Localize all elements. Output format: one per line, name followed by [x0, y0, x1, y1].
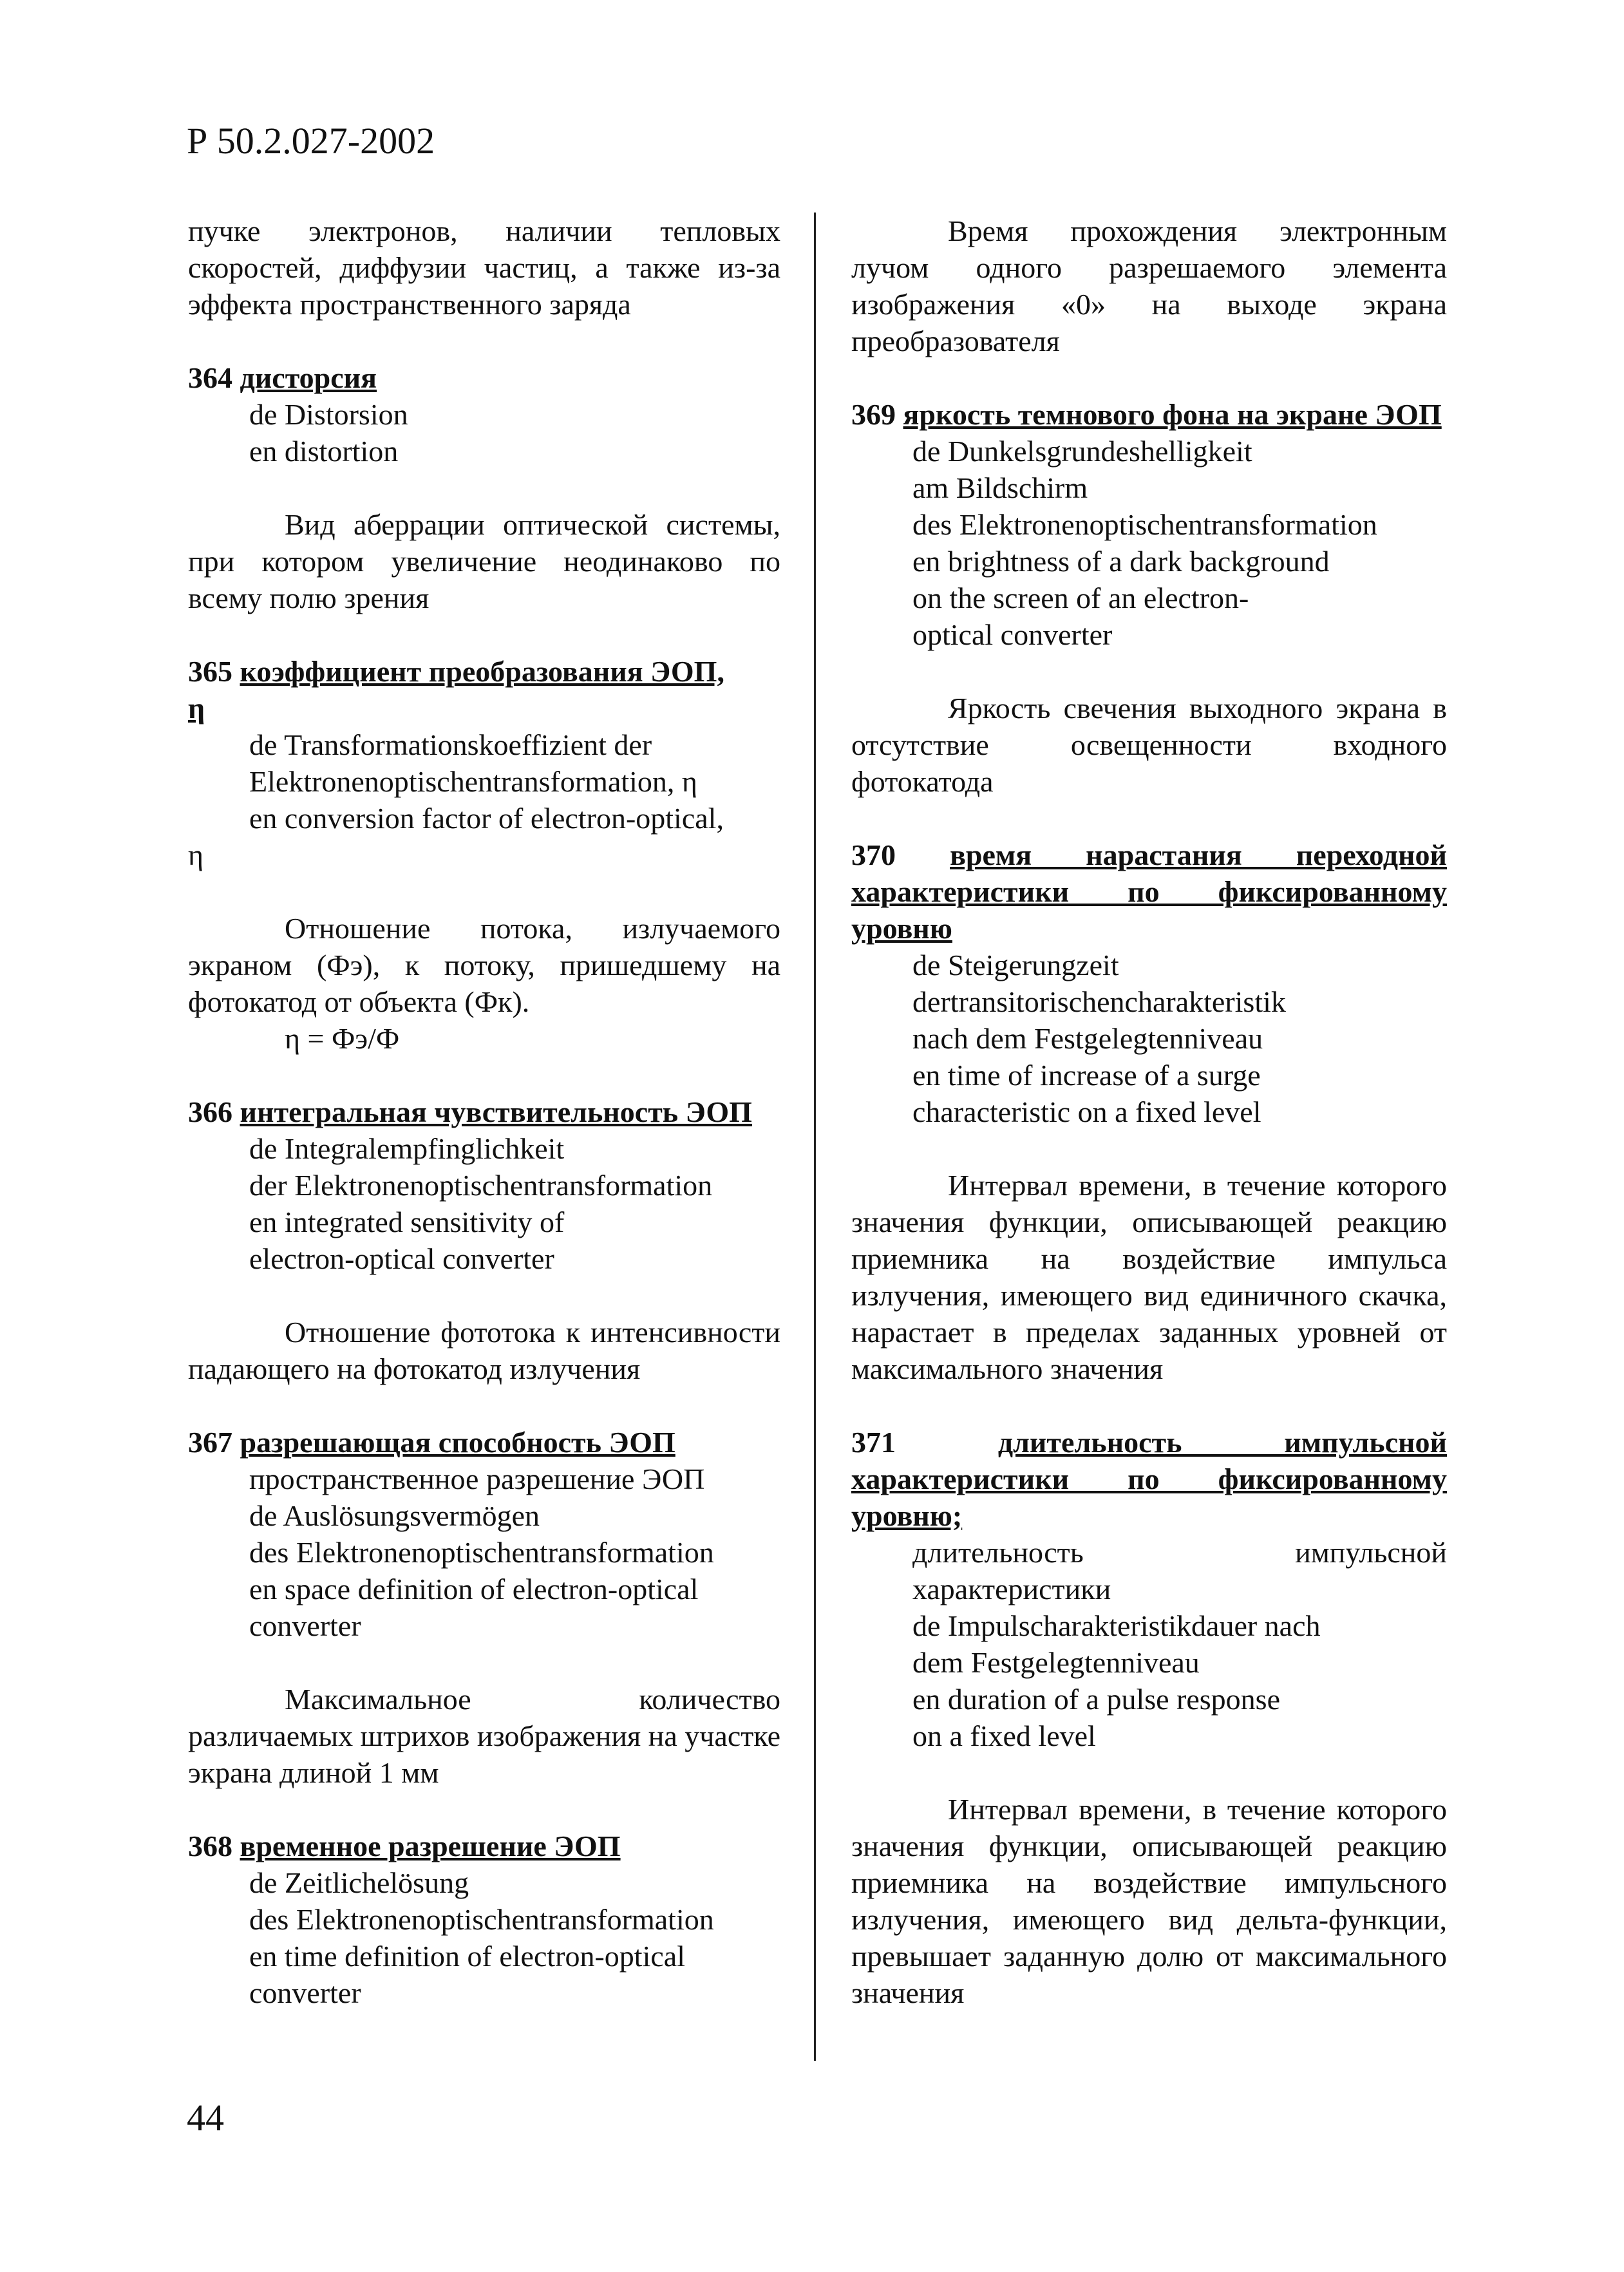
english-equivalent-cont: on a fixed level	[912, 1719, 1096, 1752]
german-equivalent: de Distorsion	[249, 398, 408, 431]
left-column	[188, 213, 780, 2048]
entry-term: яркость темнового фона на экране ЭОП	[903, 398, 1442, 431]
entry-heading	[851, 396, 1447, 433]
entry-definition: Максимальное количество различаемых штрихов изображения на участке экрана длиной 1 мм	[188, 1683, 780, 1789]
entry-definition: Интервал времени, в течение которого значения функции, описывающей реакцию приемника на воздействие импульса излучения, имеющего вид единичного скачка, нарастает в пределах заданных уровней от максимального значения	[851, 1169, 1447, 1385]
synonym-term: пространственное разрешение ЭОП	[249, 1463, 705, 1495]
english-equivalent: en integrated sensitivity of	[249, 1206, 565, 1238]
entry-number: 371	[851, 1426, 896, 1459]
term-entry-365	[188, 653, 780, 1057]
entry-term: временное разрешение ЭОП	[240, 1830, 621, 1862]
entry-heading	[188, 1424, 780, 1461]
synonym-term: длительность импульсной характеристики	[912, 1536, 1447, 1605]
english-equivalent: en time definition of electron-optical	[249, 1940, 685, 1973]
column-divider	[814, 213, 816, 2061]
term-entry-371	[851, 1424, 1447, 2011]
english-equivalent: en space definition of electron-optical	[249, 1573, 699, 1605]
german-equivalent-cont: der Elektronenoptischentransformation	[249, 1169, 713, 1202]
continuation-text: пучке электронов, наличии тепловых скоростей, диффузии частиц, а также из-за эффекта пространственного заряда	[188, 214, 780, 321]
entry-definition: Интервал времени, в течение которого значения функции, описывающей реакцию приемника на воздействие импульсного излучения, имеющего вид дельта-функции, превышает заданную долю от максимального значения	[851, 1793, 1447, 2009]
entry-term: время нарастания переходной характеристики по фиксированному уровню	[851, 838, 1447, 945]
entry-number: 367	[188, 1426, 232, 1459]
entry-number: 366	[188, 1095, 232, 1128]
german-equivalent: de Transformationskoeffizient der	[249, 728, 652, 761]
english-equivalent-cont: converter	[249, 1976, 361, 2009]
entry-heading	[188, 1828, 780, 1864]
term-entry-369	[851, 396, 1447, 800]
entry-heading	[188, 359, 780, 396]
english-equivalent-cont: converter	[249, 1609, 361, 1642]
entry-term: дисторсия	[240, 361, 377, 394]
term-entry-368	[188, 1828, 780, 2011]
term-entry-366	[188, 1093, 780, 1387]
german-equivalent-cont: am Bildschirm	[912, 471, 1088, 504]
german-equivalent: de Steigerungzeit	[912, 949, 1119, 981]
entry-term: разрешающая способность ЭОП	[240, 1426, 675, 1459]
english-equivalent: en duration of a pulse response	[912, 1683, 1281, 1716]
entry-number: 370	[851, 838, 896, 871]
english-symbol: η	[188, 838, 204, 871]
german-equivalent-cont: Elektronenoptischentransformation, η	[249, 765, 697, 798]
english-equivalent-cont: optical converter	[912, 618, 1113, 651]
entry-heading	[851, 837, 1447, 947]
english-equivalent: en brightness of a dark background	[912, 545, 1330, 578]
document-code-header: Р 50.2.027-2002	[187, 120, 435, 162]
entry-heading	[188, 1093, 780, 1130]
english-equivalent: en time of increase of a surge	[912, 1059, 1261, 1092]
entry-definition: Время прохождения электронным лучом одного разрешаемого элемента изображения «0» на выходе экрана преобразователя	[851, 214, 1447, 357]
entry-definition: Отношение фототока к интенсивности падающего на фотокатод излучения	[188, 1316, 780, 1385]
german-equivalent-cont: des Elektronenoptischentransformation	[249, 1903, 714, 1936]
entry-heading	[851, 1424, 1447, 1534]
term-entry-364	[188, 359, 780, 616]
term-entry-368-definition	[851, 213, 1447, 359]
entry-definition: Яркость свечения выходного экрана в отсутствие освещенности входного фотокатода	[851, 692, 1447, 798]
english-equivalent: en distortion	[249, 435, 399, 468]
entry-term: интегральная чувствительность ЭОП	[240, 1095, 752, 1128]
entry-heading	[188, 653, 780, 690]
english-equivalent-cont: on the screen of an electron-	[912, 582, 1249, 614]
german-equivalent-cont: des Elektronenoptischentransformation	[249, 1536, 714, 1569]
entry-number: 368	[188, 1830, 232, 1862]
german-equivalent: de Auslösungsvermögen	[249, 1499, 540, 1532]
german-equivalent-cont: dem Festgelegtenniveau	[912, 1646, 1200, 1679]
page-number: 44	[187, 2097, 224, 2139]
right-column	[851, 213, 1447, 2048]
german-equivalent: de Impulscharakteristikdauer nach	[912, 1609, 1321, 1642]
german-equivalent: de Zeitlichelösung	[249, 1866, 469, 1899]
term-entry-367	[188, 1424, 780, 1791]
english-equivalent-cont: characteristic on a fixed level	[912, 1095, 1261, 1128]
term-entry-370	[851, 837, 1447, 1387]
english-equivalent-cont: electron-optical converter	[249, 1242, 554, 1275]
entry-term: длительность импульсной характеристики по фиксированному уровню;	[851, 1426, 1448, 1532]
german-equivalent-cont: nach dem Festgelegtenniveau	[912, 1022, 1263, 1055]
entry-symbol: η	[188, 692, 205, 724]
entry-term: коэффициент преобразования ЭОП,	[240, 655, 724, 688]
entry-number: 365	[188, 655, 232, 688]
german-equivalent-cont: dertransitorischencharakteristik	[912, 985, 1286, 1018]
entry-number: 364	[188, 361, 232, 394]
entry-number: 369	[851, 398, 896, 431]
english-equivalent: en conversion factor of electron-optical,	[249, 802, 724, 835]
german-equivalent-cont: des Elektronenoptischentransformation	[912, 508, 1377, 541]
german-equivalent: de Integralempfinglichkeit	[249, 1132, 565, 1165]
entry-definition: Отношение потока, излучаемого экраном (Фэ), к потоку, пришедшему на фотокатод от объекта (Фк).	[188, 912, 780, 1018]
entry-definition: Вид аберрации оптической системы, при котором увеличение неодинаково по всему полю зрения	[188, 508, 780, 614]
formula: η = Фэ/Ф	[285, 1022, 400, 1055]
german-equivalent: de Dunkelsgrundeshelligkeit	[912, 435, 1252, 468]
